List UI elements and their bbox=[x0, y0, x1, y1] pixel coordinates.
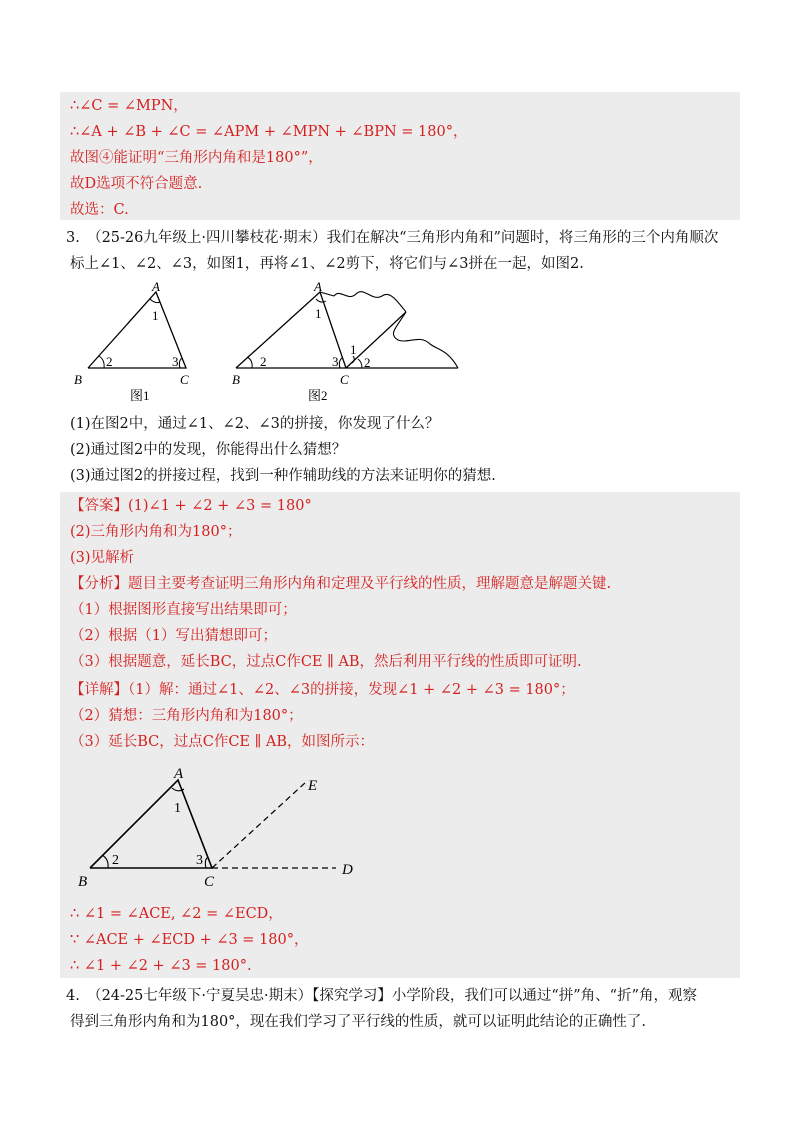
vertex-label-c: C bbox=[340, 372, 349, 387]
solution-line: ∴∠C = ∠MPN， bbox=[70, 98, 188, 114]
angle-label-1-moved: 1 bbox=[350, 342, 357, 357]
angle-label-1: 1 bbox=[174, 801, 181, 816]
vertex-label-c: C bbox=[180, 372, 189, 387]
angle-label-2: 2 bbox=[106, 354, 113, 369]
figure-3 bbox=[74, 760, 374, 894]
answer-2: (2)三角形内角和为180°； bbox=[70, 524, 242, 540]
analysis-text: 题目主要考查证明三角形内角和定理及平行线的性质，理解题意是解题关键. bbox=[128, 576, 612, 592]
detail-tag: 【详解】 bbox=[70, 682, 128, 698]
question-3: (3)通过图2的拼接过程，找到一种作辅助线的方法来证明你的猜想. bbox=[70, 468, 496, 484]
solution-line: 故图④能证明“三角形内角和是180°”， bbox=[70, 150, 323, 166]
vertex-label-e: E bbox=[308, 778, 318, 794]
analysis-line bbox=[70, 574, 611, 594]
angle-label-2: 2 bbox=[260, 354, 267, 369]
figure-2 bbox=[226, 280, 466, 404]
analysis-step-2: （2）根据（1）写出猜想即可； bbox=[70, 628, 277, 644]
solution-line: ∴∠A + ∠B + ∠C = ∠APM + ∠MPN + ∠BPN = 180°， bbox=[70, 124, 468, 140]
figure-caption: 图2 bbox=[308, 388, 328, 403]
vertex-label-a: A bbox=[152, 280, 160, 294]
angle-label-1: 1 bbox=[152, 308, 159, 323]
analysis-step-3: （3）根据题意，延长BC，过点C作CE ∥ AB，然后利用平行线的性质即可证明. bbox=[70, 654, 582, 670]
problem-3-stem: 3. （25-26九年级上·四川攀枝花·期末）我们在解决“三角形内角和”问题时，将三角形的三个内角顺次 bbox=[66, 230, 719, 246]
figure-caption: 图1 bbox=[130, 388, 150, 403]
detail-3: （3）延长BC，过点C作CE ∥ AB，如图所示： bbox=[70, 734, 375, 750]
detail-2: （2）猜想：三角形内角和为180°； bbox=[70, 708, 303, 724]
vertex-label-b: B bbox=[78, 874, 88, 890]
angle-label-2: 2 bbox=[112, 853, 119, 868]
solution-line: 故选：C. bbox=[70, 202, 129, 218]
vertex-label-d: D bbox=[342, 862, 353, 878]
angle-label-3: 3 bbox=[332, 354, 339, 369]
answer-3: (3)见解析 bbox=[70, 550, 135, 566]
analysis-tag: 【分析】 bbox=[70, 576, 128, 592]
problem-3-stem: 标上∠1、∠2、∠3，如图1，再将∠1、∠2剪下，将它们与∠3拼在一起，如图2. bbox=[70, 256, 584, 272]
problem-4-stem: 得到三角形内角和为180°，现在我们学习了平行线的性质，就可以证明此结论的正确性了. bbox=[70, 1014, 647, 1030]
proof-line-3: ∴ ∠1 + ∠2 + ∠3 = 180°. bbox=[70, 958, 252, 974]
detail-line-1 bbox=[70, 680, 575, 700]
angle-label-3: 3 bbox=[196, 853, 203, 868]
vertex-label-b: B bbox=[232, 372, 240, 387]
question-2: (2)通过图2中的发现，你能得出什么猜想？ bbox=[70, 442, 347, 458]
angle-label-3: 3 bbox=[172, 354, 179, 369]
problem-4-stem: 4. （24-25七年级下·宁夏吴忠·期末）【探究学习】小学阶段，我们可以通过“拼”角、“折”角，观察 bbox=[66, 988, 698, 1004]
detail-1: （1）解：通过∠1、∠2、∠3的拼接，发现∠1 + ∠2 + ∠3 = 180°； bbox=[128, 682, 575, 698]
answer-line-1 bbox=[70, 496, 312, 516]
proof-line-2: ∵ ∠ACE + ∠ECD + ∠3 = 180°， bbox=[70, 932, 309, 948]
figure-1 bbox=[68, 280, 198, 404]
vertex-label-c: C bbox=[204, 874, 215, 890]
vertex-label-a: A bbox=[314, 280, 322, 294]
question-1: (1)在图2中，通过∠1、∠2、∠3的拼接，你发现了什么？ bbox=[70, 416, 440, 432]
proof-line-1: ∴ ∠1 = ∠ACE, ∠2 = ∠ECD， bbox=[70, 906, 283, 922]
analysis-step-1: （1）根据图形直接写出结果即可； bbox=[70, 602, 297, 618]
vertex-label-b: B bbox=[74, 372, 82, 387]
answer-tag: 【答案】 bbox=[70, 498, 128, 514]
angle-label-2-moved: 2 bbox=[364, 355, 371, 370]
answer-1: (1)∠1 + ∠2 + ∠3 = 180° bbox=[128, 498, 312, 514]
solution-line: 故D选项不符合题意. bbox=[70, 176, 203, 192]
vertex-label-a: A bbox=[174, 766, 184, 782]
angle-label-1: 1 bbox=[315, 306, 322, 321]
